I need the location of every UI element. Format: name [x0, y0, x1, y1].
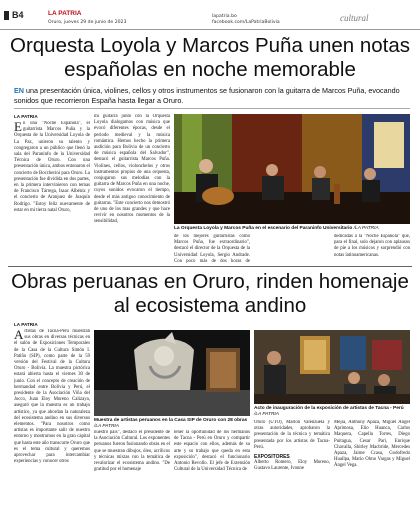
article1-col4: dedicadas a la "Noche Española" que, para el final, solo dejaron con aplausos de pie a los músicos y sorprendió con notas latinoamericanas.: [334, 234, 410, 258]
concert-photo-image: [174, 114, 410, 224]
web-info: [212, 14, 280, 26]
article1-col1: En una "Noche Española", el guitarrista Marcos Puña y la Orquesta de la Universidad Loyola de La Paz, unieron su talento y congregaron a un público que llenó la sala del Paraninfo de la Universidad Técnica de Oruro. Con una presentación única, ambos entonaron el concierto de Boccherini para Oruro. La presentación fue dividida en dos partes, en la primera intervinieron con temas de Francisco Tárrega, Isaac Albéniz y el concierto de Aranjuez de Joaquín Rodrigo. "Estoy feliz nuevamente de estar en mi tierra natal Oruro,: [14, 121, 90, 213]
article1-byline: LA PATRIA: [14, 114, 38, 119]
article2-col3: tener la oportunidad de los hermanos de Tacna - Perú en Oruro y compartir este espacio con ellos, además de su arte y su trabajo que queda en esta exposición", destacó el funcionario Antonio Revollo. El jefe de Extensión Cultural de la Universidad Técnica de: [174, 430, 250, 473]
article1-col3a: de los mejores guitarristas como Marcos Puña, fue extraordinario", destacó el director de la Orquesta de la Universidad Loyola, Sergio Andrade. Con poco más de dos horas de: [174, 234, 250, 264]
article1-caption: La Orquesta Loyola y Marcos Puña en el escenario del Paraninfo Universitario /LA PATRIA: [174, 226, 379, 231]
dropcap: E: [14, 121, 22, 134]
article2-col1: Artistas de Tacna-Perú muestran sus obras en diversas técnicas en el salón de Exposiciones Temporales de la Casa de la Cultura Simón I. Patiño (SIP), como parte de la 59 versión del Festival de la Cultura Oruro - Bolivia. La muestra pictórica estará abierta hasta el viernes 30 de junio. Con el concepto de creación de hermandad entre Bolivia y Perú, el presidente de la Asociación Viña del Jocco, Juan Eloy Moreno Calizaya, aseguró que la muestra es un trabajo artístico, ya que abordan la naturaleza del ecosistema andino en sus diversos elementos. "Para nosotros como artistas es importante salir de nuestro entorno y mostrarnos en la gran capital que hasta este año transcurre Oruro que es el tema cultural y queremos aprovechar para intercambiar experiencias y conocer otros: [14, 329, 90, 465]
inauguration-photo: [254, 330, 410, 404]
section-name: cultural: [340, 13, 369, 23]
subhead-expositores: EXPOSITORES: [254, 454, 290, 461]
artwork-photo: [94, 330, 250, 416]
article2-col2: nuestro país", destacó el presidente de la Asociación Cultural. Los exponentes peruanos fueron fusionando obras en el que se muestran dibujos, óleo, acrílicos y técnicas mixtas con la temática de revalorizar el ecosistema andino. "De gratitud por el homenaje: [94, 430, 170, 473]
divider: [14, 108, 410, 109]
social-handle: facebook.com/LaPatriaBolivia: [212, 19, 280, 25]
artwork-photo-image: [94, 330, 250, 416]
issue-date: Oruro, jueves 29 de junio de 2023: [48, 20, 127, 25]
article1-col2: mi guitarra junto con la Orquesta Loyola dialogamos con música que evocó diferentes épocas, desde el periodo medieval y la música romántica. Hemos hecho la primera audición para Bolivia de un concierto de música española del Salvador", destacó el guitarrista Marcos Puña. Violines, cellos, violonchelos y otros instrumentos propios de una orquesta, conjugaron sus melodías con la guitarra de Marcos Puña en una noche, cuyos sonidos evocaron el tiempo, desde el más antiguo conocimiento de guitarras. "Este concierto nos demostró de uno de los mas grandes y que hace revivir en nosotros momentos de la sensibilidad,: [94, 114, 170, 225]
lead-text: una presentación única, violines, cellos y otros instrumentos se fusionaron con la guitarra de Marcos Puña, evocando sonidos que recorrieron España hasta llegar a Oruro.: [14, 86, 400, 105]
inauguration-photo-image: [254, 330, 410, 404]
article1-lead: [14, 86, 410, 105]
article1-headline: Orquesta Loyola y Marcos Puña unen notas españolas en noche memorable: [10, 34, 410, 81]
article2-col5: Mejía, Anthony Apaza, Miguel Ángel Aprimosa, Elio Huanca, Carlos Maquera, Capella Torres, Diego Puitagua, Cesar Pari, Enrique Chavalla, Shirley Macbride, Mercedes Apaza, Jaime Ccasa, Godofredo Huallpa, Mario Olmo Vargas y Miguel Ángel Vega.: [334, 420, 410, 469]
page-number: B4: [4, 10, 24, 20]
site-url: lapatria.bo: [212, 14, 237, 19]
article2-col4: Oruro (UTO), Marlon Valenzuela y otras autoridades, aprobaron la presentación de la técnica y temática presentada por los artistas de Tacna-Perú. EXPOSITORES Alberto Romero, Eloy Moreno, Gustavo Laurente, Ivonne: [254, 420, 330, 472]
concert-photo: [174, 114, 410, 224]
lead-kicker: EN: [14, 86, 24, 95]
article2-byline: LA PATRIA: [14, 322, 38, 327]
page-header: [0, 0, 420, 30]
inauguration-caption: Acto de inauguración de la exposición de artistas de Tacna - Perú /LA PATRIA: [254, 406, 404, 417]
dropcap: A: [14, 329, 24, 342]
section-divider: [8, 266, 412, 267]
artwork-caption: Muestra de artistas peruanos en la Casa SIP de Oruro con 28 obras /LA PATRIA: [94, 418, 248, 429]
newspaper-logo: LA PATRIA: [48, 10, 82, 17]
article1-col3b: [254, 234, 330, 264]
article2-headline: Obras peruanas en Oruro, rinden homenaje al ecosistema andino: [11, 270, 409, 317]
